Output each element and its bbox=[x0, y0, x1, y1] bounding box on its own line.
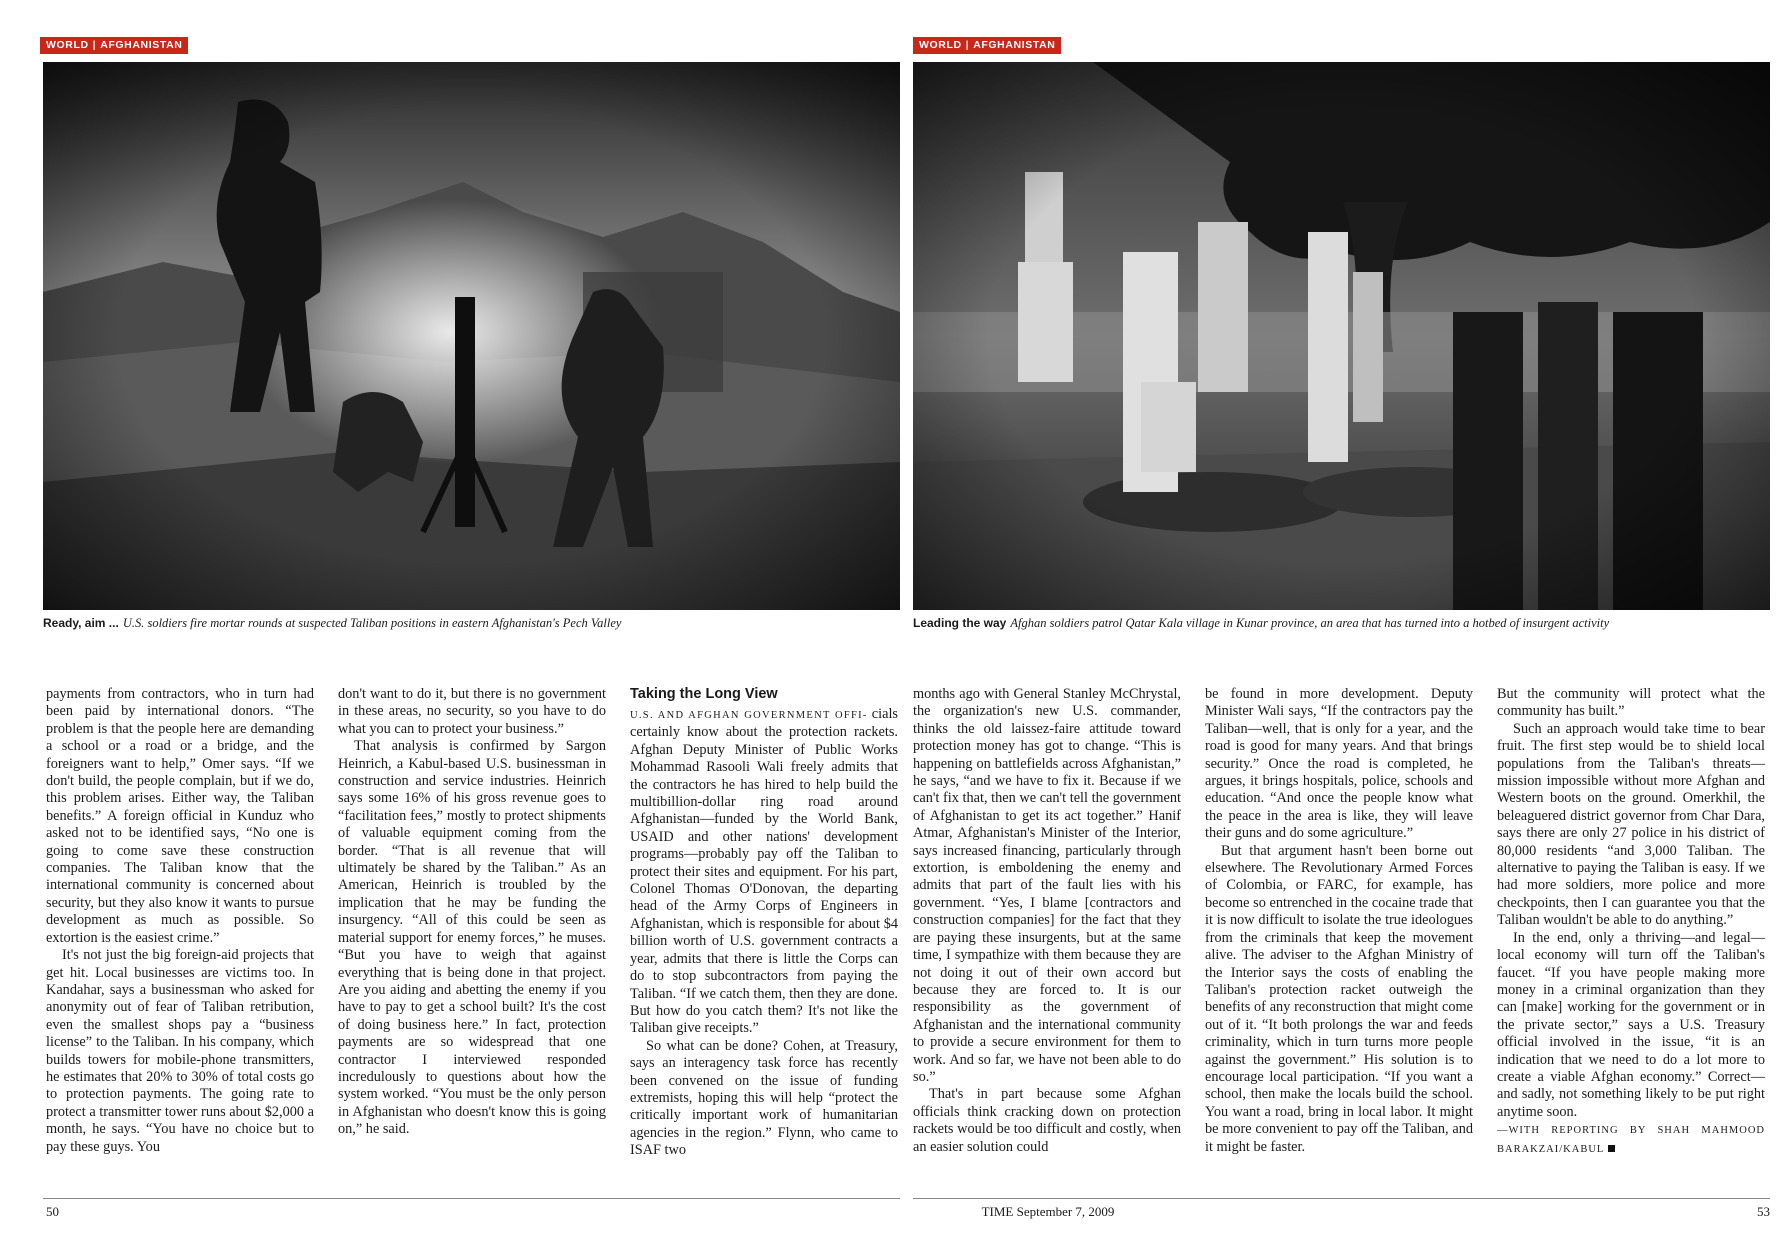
footer-rule-left bbox=[43, 1198, 900, 1199]
paragraph: be found in more development. Deputy Minister Wali says, “If the contractors pay the Taliban—well, that is only for a year, and the road is good for many years. And that brings security.” Once the road is completed, he argues, it brings hospitals, police, schools and education. “And once the people know what the peace in the area is like, they will leave their guns and do some agriculture.” bbox=[1205, 686, 1473, 842]
smallcaps-lead: U.S. AND AFGHAN GOVERNMENT OFFI- bbox=[630, 710, 868, 721]
caption-lead: Ready, aim ... bbox=[43, 616, 119, 630]
mortar-photo bbox=[43, 62, 900, 610]
page-number-right: 53 bbox=[1757, 1204, 1770, 1219]
paragraph: But that argument hasn't been borne out elsewhere. The Revolutionary Armed Forces of Colombia, or FARC, for example, has become so entrenched in the cocaine trade that it is now difficult to isolate the true ideologues from the criminals that keep the movement alive. The adviser to the Afghan Ministry of the Interior says the costs of enabling the Taliban's protection racket outweigh the benefits of any reconstruction that might come out of it. “It both prolongs the war and feeds criminality, which in turn turns more people against the government.” His solution is to encourage local participation. “If you want a school, then make the locals build the school. You want a road, bring in local labor. It might be more convenient to pay off the Taliban, and it might be faster. bbox=[1205, 842, 1473, 1155]
section-tag-right: WORLD | AFGHANISTAN bbox=[913, 37, 1061, 54]
paragraph: That analysis is confirmed by Sargon Heinrich, a Kabul-based U.S. businessman in construction and service industries. Heinrich says some 16% of his gross revenue goes to “facilitation fees,” mostly to protect shipments of valuable equipment coming from the border. “That is all revenue that will ultimately be shared by the Taliban.” As an American, Heinrich is troubled by the implication that he may be funding the insurgency. “All of this could be seen as material support for enemy forces,” he muses. “But you have to weigh that against everything that is being done in that project. Are you aiding and abetting the enemy if you have to pay to get a school built? It's the cost of doing business here.” In fact, protection payments are so widespread that one contractor I interviewed responded incredulously to questions about how the system worked. “You must be the only person in Afghanistan who doesn't know this is going on,” he said. bbox=[338, 738, 606, 1138]
caption-text: Afghan soldiers patrol Qatar Kala village in Kunar province, an area that has turned into a hotbed of insurgent activity bbox=[1010, 616, 1610, 630]
footer-publication: TIME September 7, 2009 bbox=[981, 1204, 1115, 1219]
section-label: WORLD bbox=[919, 39, 962, 51]
paragraph: It's not just the big foreign-aid projects that get hit. Local businesses are victims too. In Kandahar, says a businessman who asked for anonymity out of fear of Taliban retribution, even the smallest shops pay a “business license” to the Taliban. In his company, which builds towers for mobile-phone transmitters, he estimates that 20% to 30% of total costs go to protection payments. The going rate to protect a transmitter tower runs about $2,000 a month, he says. “You have no choice but to pay these guys. You bbox=[46, 947, 314, 1155]
village-patrol-photo-image bbox=[913, 62, 1770, 610]
caption-lead: Leading the way bbox=[913, 616, 1007, 630]
section-sublabel: AFGHANISTAN bbox=[973, 39, 1056, 51]
caption-right bbox=[913, 616, 1609, 631]
paragraph: don't want to do it, but there is no government in these areas, no security, so you have to do what you can to protect your business.” bbox=[338, 686, 606, 737]
village-patrol-photo bbox=[913, 62, 1770, 610]
paragraph: Such an approach would take time to bear fruit. The first step would be to shield local populations from the Taliban's threats—mission impossible without more Afghan and Western boots on the ground. Omerkhil, the beleaguered district governor from Char Dara, says there are only 27 police in his district of 80,000 residents “and 3,000 Taliban. The alternative to paying the Taliban is easy. If we had more soldiers, more police and more checkpoints, then I can guarantee you that the Taliban wouldn't be able to do anything.” bbox=[1497, 720, 1765, 929]
article-column-2 bbox=[338, 686, 606, 1139]
paragraph: That's in part because some Afghan officials think cracking down on protection rackets would be too difficult and costly, when an easier solution could bbox=[913, 1086, 1181, 1155]
paragraph bbox=[630, 706, 898, 1038]
article-column-4 bbox=[913, 686, 1181, 1156]
end-mark-icon bbox=[1608, 1145, 1615, 1152]
article-column-3 bbox=[630, 686, 898, 1160]
paragraph: payments from contractors, who in turn had been paid by international donors. “The problem is that the people here are demanding a school or a road or a bridge, and the foreigners want to help,” Omer says. “If we don't build, the people complain, but if we do, this problem arises. Either way, the Taliban benefits.” A foreign official in Kunduz who asked not to be identified says, “No one is going to come save these construction companies. The Taliban know that the international community is concerned about security, but they also know it wants to pursue development as much as possible. So extortion is the easiest crime.” bbox=[46, 686, 314, 946]
paragraph: months ago with General Stanley McChrystal, the organization's new U.S. commander, thinks the old laissez-faire attitude toward protection money has got to change. “This is happening on battlefields across Afghanistan,” he says, “and we have to fix it. Because if we can't fix that, then we can't tell the government of Afghanistan to get its act together.” Hanif Atmar, Afghanistan's Minister of the Interior, says increased financing, particularly through extortion, is emboldening the enemy and admits that part of the fault lies with his government. “Yes, I blame [contractors and construction companies] for the fact that they are paying these insurgents, but at the same time, I sympathize with them because they are not doing it out of their own accord but because they are forced to. It is our responsibility as the government of Afghanistan and the international community to provide a secure environment for them to work. And so far, we have not been able to do so.” bbox=[913, 686, 1181, 1085]
paragraph: But the community will protect what the community has built.” bbox=[1497, 686, 1765, 720]
article-column-6 bbox=[1497, 686, 1765, 1158]
mortar-photo-image bbox=[43, 62, 900, 610]
paragraph: So what can be done? Cohen, at Treasury, says an interagency task force has recently been convened on the issue of funding extremists, hoping this will help “protect the critically important work of humanitarian agencies in the region.” Flynn, who came to ISAF two bbox=[630, 1037, 898, 1159]
subheading: Taking the Long View bbox=[630, 686, 778, 702]
caption-text: U.S. soldiers fire mortar rounds at suspected Taliban positions in eastern Afghanistan's Pech Valley bbox=[122, 616, 622, 630]
footer-rule-right bbox=[913, 1198, 1770, 1199]
section-tag-left: WORLD | AFGHANISTAN bbox=[40, 37, 188, 54]
paragraph-text: cials certainly know about the protection rackets. Afghan Deputy Minister of Public Works Mohammad Rasooli Wali freely admits that the contractors he has hired to help build the multibillion-dollar ring road around Afghanistan—funded by the World Bank, USAID and other nations' development programs—probably pay off the Taliban to protect their sites and equipment. For his part, Colonel Thomas O'Donovan, the departing head of the Army Corps of Engineers in Afghanistan, which is responsible for about $4 billion worth of U.S. government contracts a year, admits that there is little the Corps can do to stop subcontractors from paying the Taliban. “If we catch them, then they are done. But how do you catch them? It's not like the Taliban give receipts.” bbox=[630, 706, 898, 1037]
page-number-left: 50 bbox=[46, 1204, 59, 1219]
reporting-credit: —WITH REPORTING BY SHAH MAHMOOD BARAKZAI/KABUL bbox=[1497, 1125, 1765, 1155]
section-label: WORLD bbox=[46, 39, 89, 51]
article-column-1 bbox=[46, 686, 314, 1156]
caption-left bbox=[43, 616, 621, 631]
paragraph: In the end, only a thriving—and legal—local economy will turn off the Taliban's faucet. “If you have people making more money in a criminal organization than they can [make] working for the government or in the private sector,” says a U.S. Treasury official involved in the issue, “it is an indication that we need to do a lot more to create a viable Afghan economy.” Correct—and sadly, not something likely to be put right anytime soon. bbox=[1497, 929, 1765, 1120]
section-sublabel: AFGHANISTAN bbox=[100, 39, 183, 51]
article-column-5 bbox=[1205, 686, 1473, 1156]
